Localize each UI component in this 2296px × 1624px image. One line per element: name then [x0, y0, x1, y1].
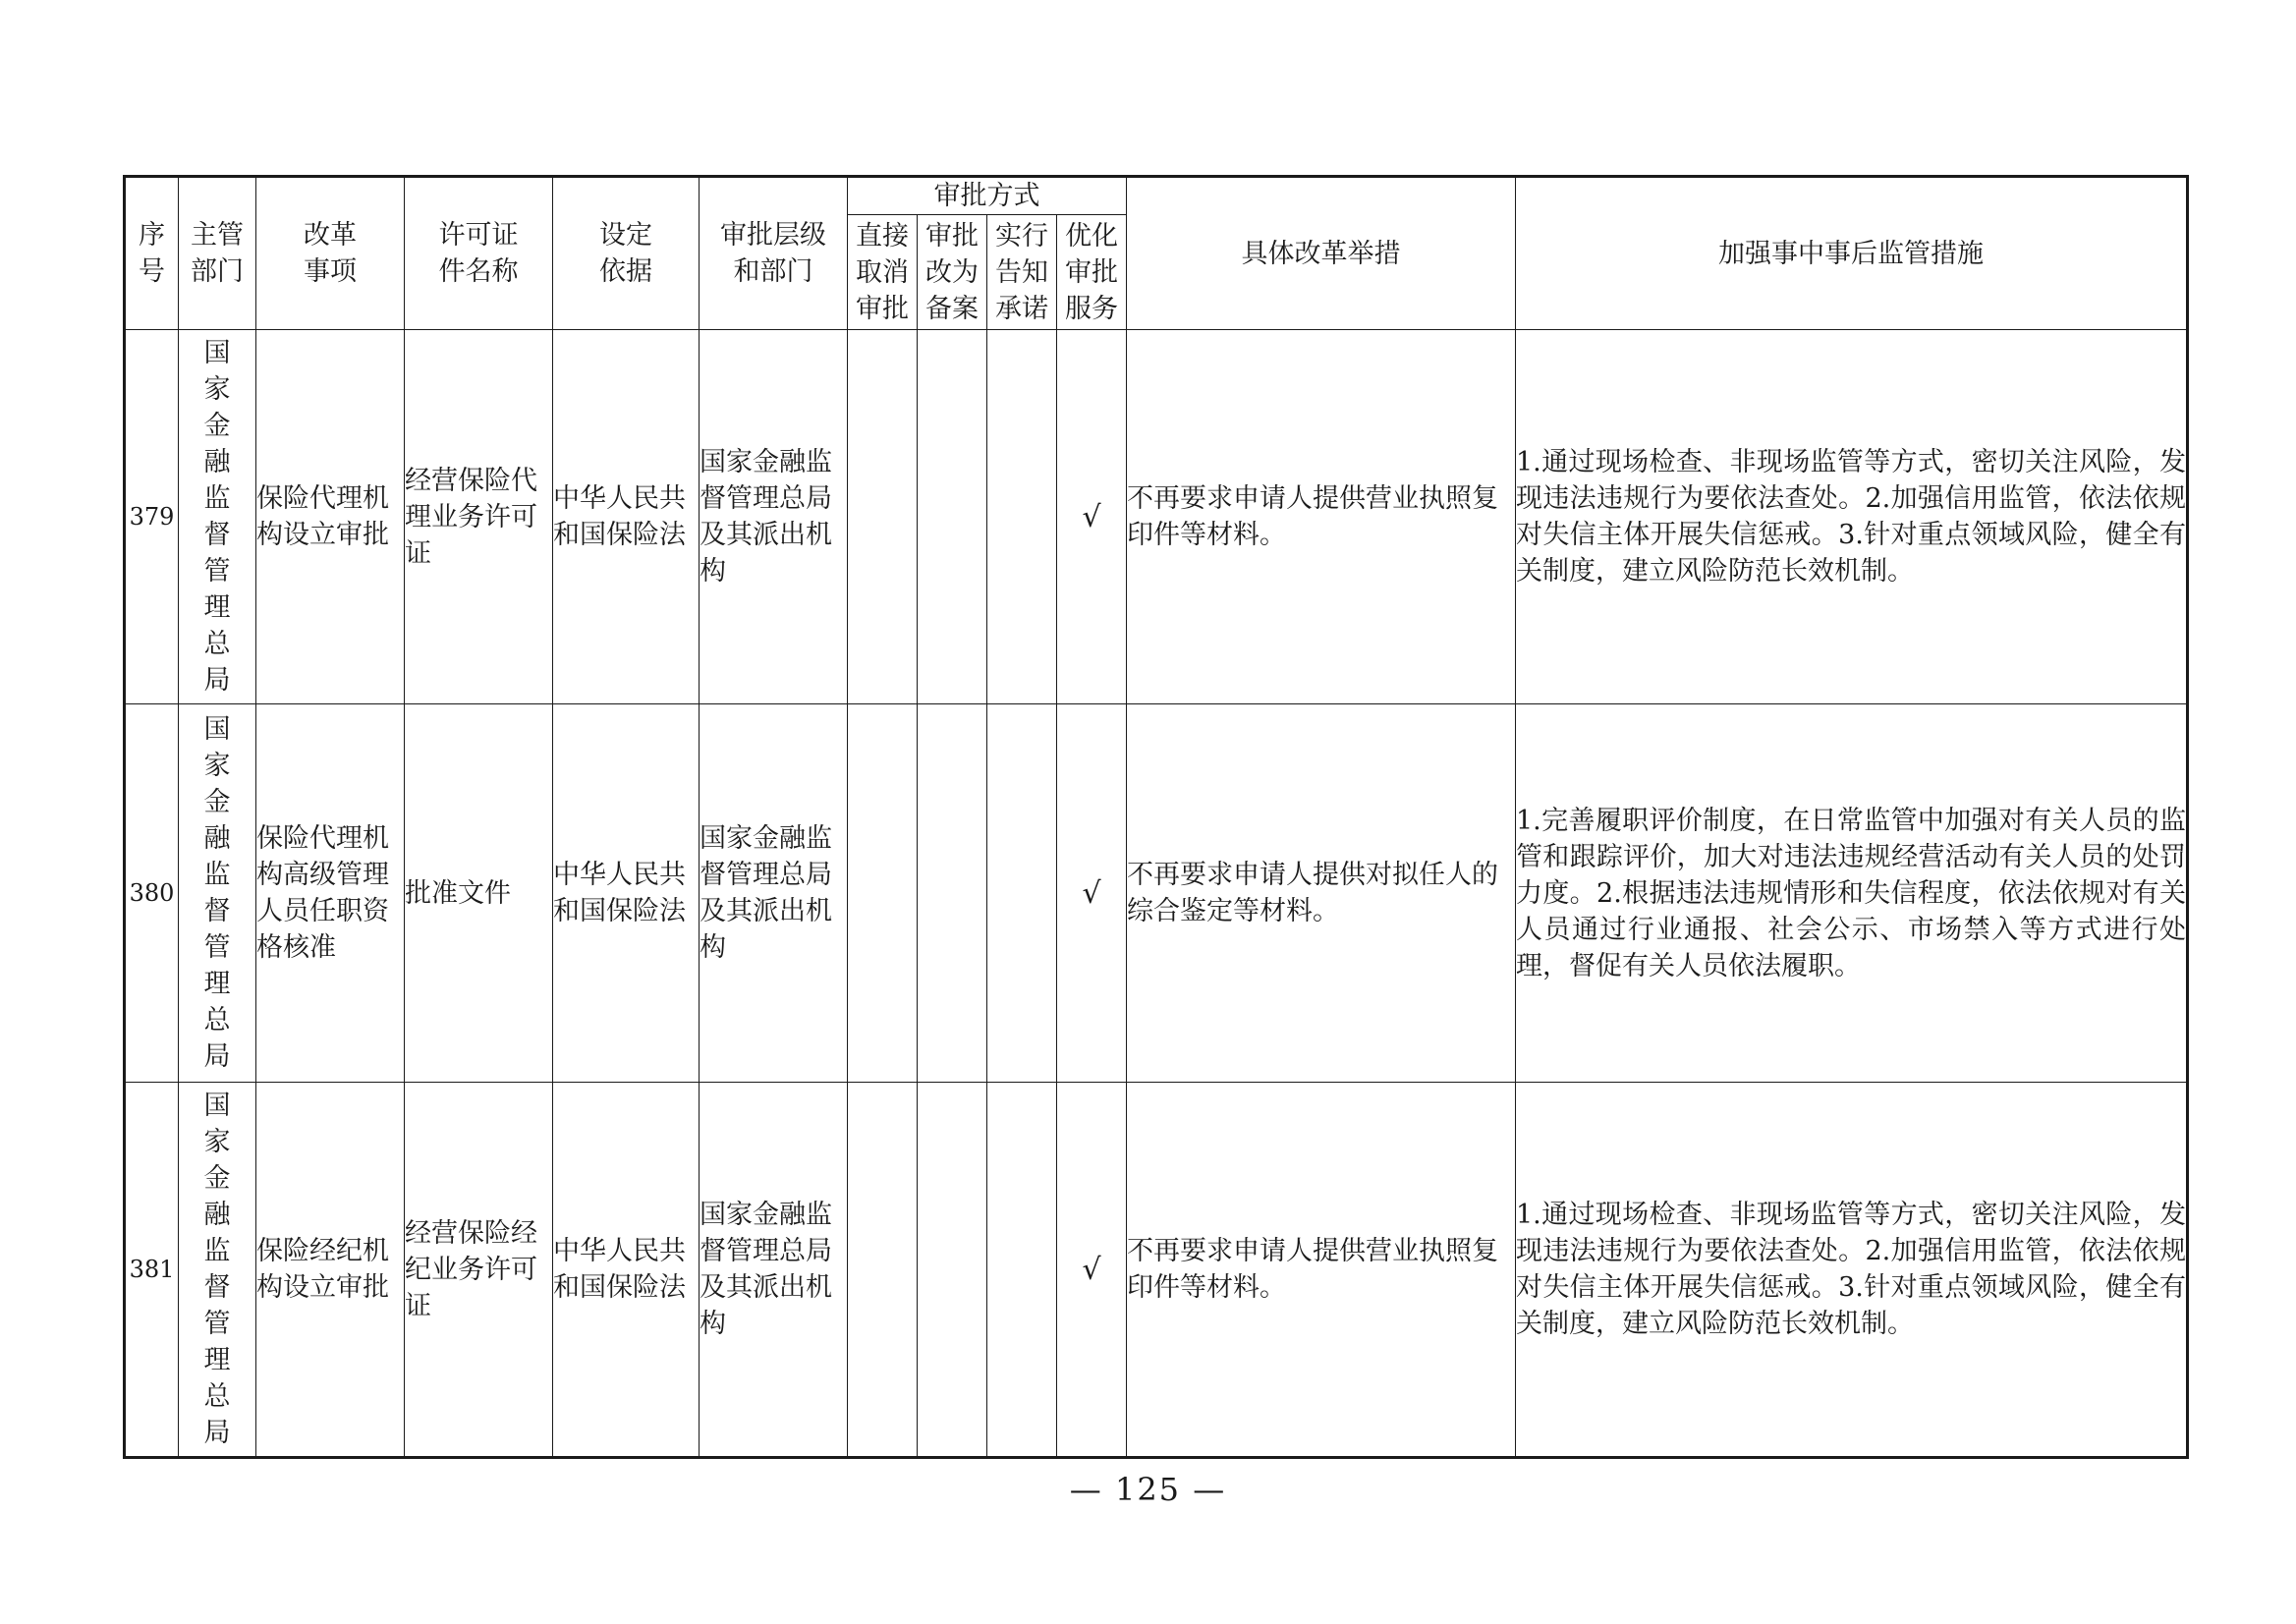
header-basis: 设定依据	[553, 177, 700, 330]
header-mode-commitment: 实行告知承诺	[987, 215, 1057, 330]
row-seq: 380	[125, 704, 179, 1083]
row-mode-commitment	[987, 1083, 1057, 1458]
row-mode-optimize-check: √	[1057, 1083, 1127, 1458]
table-row	[125, 330, 2188, 704]
header-approval-mode: 审批方式	[848, 177, 1127, 215]
header-mode-filing: 审批改为备案	[918, 215, 987, 330]
row-mode-filing	[918, 704, 987, 1083]
row-mode-cancel	[848, 1083, 918, 1458]
row-dept: 国家金融监督管理总局	[179, 1083, 256, 1458]
row-level: 国家金融监督管理总局及其派出机构	[700, 1083, 848, 1458]
row-license: 批准文件	[405, 704, 553, 1083]
row-level: 国家金融监督管理总局及其派出机构	[700, 330, 848, 704]
header-level: 审批层级和部门	[700, 177, 848, 330]
row-basis: 中华人民共和国保险法	[553, 1083, 700, 1458]
row-mode-commitment	[987, 704, 1057, 1083]
row-license: 经营保险代理业务许可证	[405, 330, 553, 704]
header-measures: 具体改革举措	[1127, 177, 1516, 330]
row-license: 经营保险经纪业务许可证	[405, 1083, 553, 1458]
row-mode-cancel	[848, 330, 918, 704]
header-seq: 序号	[125, 177, 179, 330]
row-item: 保险代理机构设立审批	[256, 330, 405, 704]
row-basis: 中华人民共和国保险法	[553, 704, 700, 1083]
row-dept: 国家金融监督管理总局	[179, 330, 256, 704]
row-seq: 379	[125, 330, 179, 704]
row-seq: 381	[125, 1083, 179, 1458]
reform-table	[123, 175, 2189, 1459]
row-supervision: 1.通过现场检查、非现场监管等方式，密切关注风险，发现违法违规行为要依法查处。2.加强信用监管，依法依规对失信主体开展失信惩戒。3.针对重点领域风险，健全有关制度，建立风险防范长效机制。	[1516, 1083, 2188, 1458]
header-license: 许可证件名称	[405, 177, 553, 330]
row-supervision: 1.完善履职评价制度，在日常监管中加强对有关人员的监管和跟踪评价，加大对违法违规经营活动有关人员的处罚力度。2.根据违法违规情形和失信程度，依法依规对有关人员通过行业通报、社会公示、市场禁入等方式进行处理，督促有关人员依法履职。	[1516, 704, 2188, 1083]
row-mode-optimize-check: √	[1057, 704, 1127, 1083]
row-mode-filing	[918, 1083, 987, 1458]
row-measures: 不再要求申请人提供营业执照复印件等材料。	[1127, 1083, 1516, 1458]
row-item: 保险经纪机构设立审批	[256, 1083, 405, 1458]
header-dept: 主管部门	[179, 177, 256, 330]
row-mode-optimize-check: √	[1057, 330, 1127, 704]
row-basis: 中华人民共和国保险法	[553, 330, 700, 704]
page-number: — 125 —	[1069, 1471, 1227, 1508]
header-mode-optimize: 优化审批服务	[1057, 215, 1127, 330]
row-measures: 不再要求申请人提供对拟任人的综合鉴定等材料。	[1127, 704, 1516, 1083]
row-item: 保险代理机构高级管理人员任职资格核准	[256, 704, 405, 1083]
row-mode-filing	[918, 330, 987, 704]
row-mode-commitment	[987, 330, 1057, 704]
header-item: 改革事项	[256, 177, 405, 330]
row-dept: 国家金融监督管理总局	[179, 704, 256, 1083]
row-measures: 不再要求申请人提供营业执照复印件等材料。	[1127, 330, 1516, 704]
header-mode-cancel: 直接取消审批	[848, 215, 918, 330]
row-supervision: 1.通过现场检查、非现场监管等方式，密切关注风险，发现违法违规行为要依法查处。2.加强信用监管，依法依规对失信主体开展失信惩戒。3.针对重点领域风险，健全有关制度，建立风险防范长效机制。	[1516, 330, 2188, 704]
row-level: 国家金融监督管理总局及其派出机构	[700, 704, 848, 1083]
row-mode-cancel	[848, 704, 918, 1083]
header-supervision: 加强事中事后监管措施	[1516, 177, 2188, 330]
table-row	[125, 704, 2188, 1083]
table-row	[125, 1083, 2188, 1458]
